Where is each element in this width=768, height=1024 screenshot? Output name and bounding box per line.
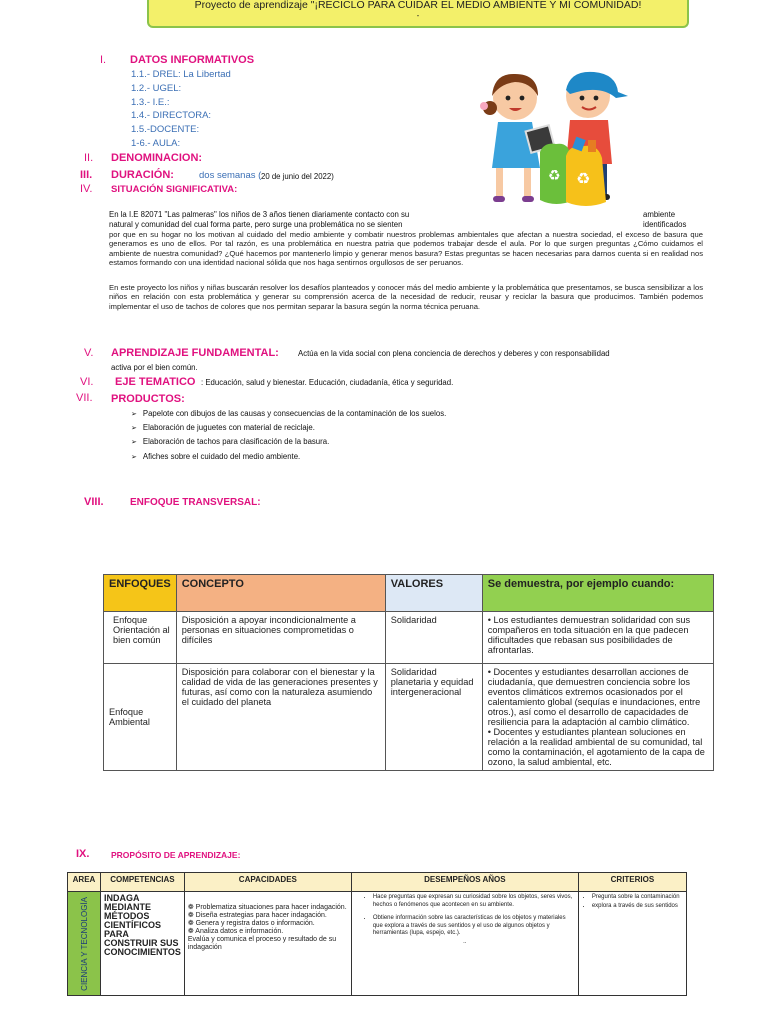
section-title-duracion: DURACIÓN:	[111, 169, 174, 181]
section-title-proposito: PROPÓSITO DE APRENDIZAJE:	[111, 850, 241, 860]
svg-text:♻: ♻	[576, 169, 591, 188]
cell-enfoque: Enfoque Orientación al bien común	[104, 612, 177, 664]
cell-area: CIENCIA Y TECNOLOGÍA	[68, 892, 101, 996]
section-title-aprendizaje: APRENDIZAJE FUNDAMENTAL:	[111, 347, 279, 359]
header-capacidades: CAPACIDADES	[184, 873, 351, 892]
kids-recycling-illustration	[470, 68, 638, 210]
cell-demuestra: • Los estudiantes demuestran solidaridad con sus compañeros en toda situación en la que padecen dificultades que rebasan sus posibilidades de afrontarlas.	[482, 612, 713, 664]
producto-item: ➢ Afiches sobre el cuidado del medio ambiente.	[131, 452, 300, 461]
situacion-paragraph-1: por que en su hogar no los motivan al cuidado del medio ambiente y combatir nuestros problemas ambientales que afectan a nuestra sociedad, el exceso de basura que generamos es uno de ellos. Por tal razón, es una problemática en nuestra patria que podemos trabajar desde el aula. Por lo que surgen preguntas ¿Cómo cuidamos el ambiente de nuestra comunidad? ¿Qué hacemos por mantenerlo limpio y generar menos basura? Estas preguntas se hacen necesarias para darnos cuenta si en realidad nos estamos formando con una identidad nacional sólida que nos haga sentirnos orgullosos de ser peruanos.	[109, 230, 703, 267]
header-competencias: COMPETENCIAS	[101, 873, 185, 892]
enfoques-table	[103, 574, 714, 771]
situacion-line2: natural y comunidad del cual forma parte, pero surge una problemática no se sienten	[109, 220, 403, 229]
header-valores: VALORES	[385, 575, 482, 612]
capacidad-item: ❁ Problematiza situaciones para hacer indagación.	[187, 904, 347, 911]
cell-enfoque: Enfoque Ambiental	[104, 664, 177, 771]
section-title-eje: EJE TEMATICO	[115, 376, 196, 388]
section-title-productos: PRODUCTOS:	[111, 393, 185, 405]
capacidad-item: ❁ Genera y registra datos o información.	[187, 920, 315, 927]
section-title-denominacion: DENOMINACION:	[111, 152, 203, 164]
duracion-date: 20 de junio del 2022)	[261, 172, 334, 181]
capacidad-item: ❁ Analiza datos e información.	[187, 928, 284, 935]
section-number-2: II.	[84, 152, 94, 164]
project-title-banner	[147, 0, 689, 28]
header-demuestra: Se demuestra, por ejemplo cuando:	[482, 575, 713, 612]
situacion-line1: En la I.E 82071 "Las palmeras" los niños de 3 años tienen diariamente contacto con su	[109, 210, 410, 219]
section-number-6: VI.	[80, 376, 94, 388]
cell-capacidades	[184, 892, 351, 996]
header-desempenos: DESEMPEÑOS AÑOS	[351, 873, 578, 892]
cell-criterios	[578, 892, 686, 996]
cell-concepto: Disposición para colaborar con el bienestar y la calidad de vida de las generaciones presentes y futuras, así como con la naturaleza asumiendo el cuidado del planeta	[176, 664, 385, 771]
situacion-paragraph-2: En este proyecto los niños y niñas buscarán resolver los desafíos planteados y conocer más del medio ambiente y la problemática que presentamos, se busca sensibilizar a los niños en relación con esta problemática y generar su comprensión acerca de la necesidad de reducir, reusar y reciclar la basura que producimos. También podemos implementar el uso de tachos de colores que nos permitan separar la basura según la norma técnica peruana.	[109, 283, 703, 311]
header-criterios: CRITERIOS	[578, 873, 686, 892]
section-title-situacion: SITUACIÓN SIGNIFICATIVA:	[111, 184, 238, 195]
datos-item: 1.3.- I.E.:	[131, 97, 170, 108]
section-number-8: VIII.	[84, 496, 104, 508]
producto-item: ➢ Elaboración de tachos para clasificación de la basura.	[131, 437, 329, 446]
situacion-line2-end: identificados	[643, 220, 687, 229]
desempeno-item: • Hace preguntas que expresan su curiosidad sobre los objetos, seres vivos, hechos o fenómenos que acontecen en su ambiente.	[373, 894, 575, 909]
aprendizaje-text: Actúa en la vida social con plena conciencia de derechos y deberes y con responsabilidad	[298, 349, 610, 358]
demuestra-item: • Docentes y estudiantes desarrollan acciones de ciudadanía, que demuestren conciencia sobre los eventos climáticos extremos ocasionados por el calentamiento global (sequías e inundaciones, entre otros.), así como el desarrollo de capacidades de resiliencia para la adaptación al cambio climático.	[487, 667, 701, 727]
demuestra-item: • Docentes y estudiantes plantean soluciones en relación a la realidad ambiental de su comunidad, tal como la contaminación, el agotamiento de la capa de ozono, la salud ambiental, etc.	[487, 727, 705, 767]
header-area: AREA	[68, 873, 101, 892]
header-enfoques: ENFOQUES	[104, 575, 177, 612]
datos-item: 1.2.- UGEL:	[131, 83, 182, 94]
section-number-4: IV.	[80, 183, 93, 195]
situacion-line1-end: ambiente	[643, 210, 676, 219]
header-concepto: CONCEPTO	[176, 575, 385, 612]
section-title-enfoque: ENFOQUE TRANSVERSAL:	[130, 497, 261, 508]
criterio-item: • Pregunta sobre la contaminación	[592, 894, 683, 902]
producto-item: ➢ Elaboración de juguetes con material de reciclaje.	[131, 423, 315, 432]
section-number-7: VII.	[76, 392, 93, 404]
criterio-item: • explora a través de sus sentidos	[592, 903, 683, 911]
cell-competencia: INDAGA MEDIANTE MÉTODOS CIENTÍFICOS PARA CONSTRUIR SUS CONOCIMIENTOS	[101, 892, 185, 996]
cell-demuestra	[482, 664, 713, 771]
section-number-5: V.	[84, 347, 94, 359]
desempenos-end: ..	[463, 938, 467, 945]
producto-item: ➢ Papelote con dibujos de las causas y consecuencias de la contaminación de los suelos.	[131, 409, 446, 418]
svg-text:♻: ♻	[548, 168, 561, 184]
cell-concepto: Disposición a apoyar incondicionalmente a personas en situaciones comprometidas o difíciles	[176, 612, 385, 664]
datos-item: 1.5.-DOCENTE:	[131, 124, 200, 135]
aprendizaje-text-cont: activa por el bien común.	[111, 363, 198, 372]
capacidad-item: ❁ Diseña estrategias para hacer indagación.	[187, 912, 327, 919]
project-title: Proyecto de aprendizaje "¡RECICLO PARA CUIDAR EL MEDIO AMBIENTE Y MI COMUNIDAD!	[194, 0, 642, 11]
proposito-table	[67, 872, 687, 996]
eje-text: : Educación, salud y bienestar. Educación, ciudadanía, ética y seguridad.	[201, 378, 454, 387]
cell-desempenos	[351, 892, 578, 996]
section-number-9: IX.	[76, 848, 90, 860]
cell-valores: Solidaridad	[385, 612, 482, 664]
datos-item: 1.4.- DIRECTORA:	[131, 110, 212, 121]
datos-item: 1.1.- DREL: La Libertad	[131, 69, 231, 80]
banner-dash: -	[416, 11, 420, 20]
section-number-1: I.	[100, 54, 107, 66]
section-number-3: III.	[80, 169, 93, 181]
cell-valores: Solidaridad planetaria y equidad intergeneracional	[385, 664, 482, 771]
duracion-value: dos semanas (	[199, 170, 262, 181]
capacidad-item: Evalúa y comunica el proceso y resultado de su indagación	[187, 936, 337, 951]
desempeno-item: • Obtiene información sobre las características de los objetos y materiales que explora a través de sus sentidos y el uso de algunos objetos y herramientas (lupa, espejo, etc.).	[373, 915, 575, 938]
section-title-datos: DATOS INFORMATIVOS	[130, 54, 255, 66]
datos-item: 1-6.- AULA:	[131, 138, 181, 149]
